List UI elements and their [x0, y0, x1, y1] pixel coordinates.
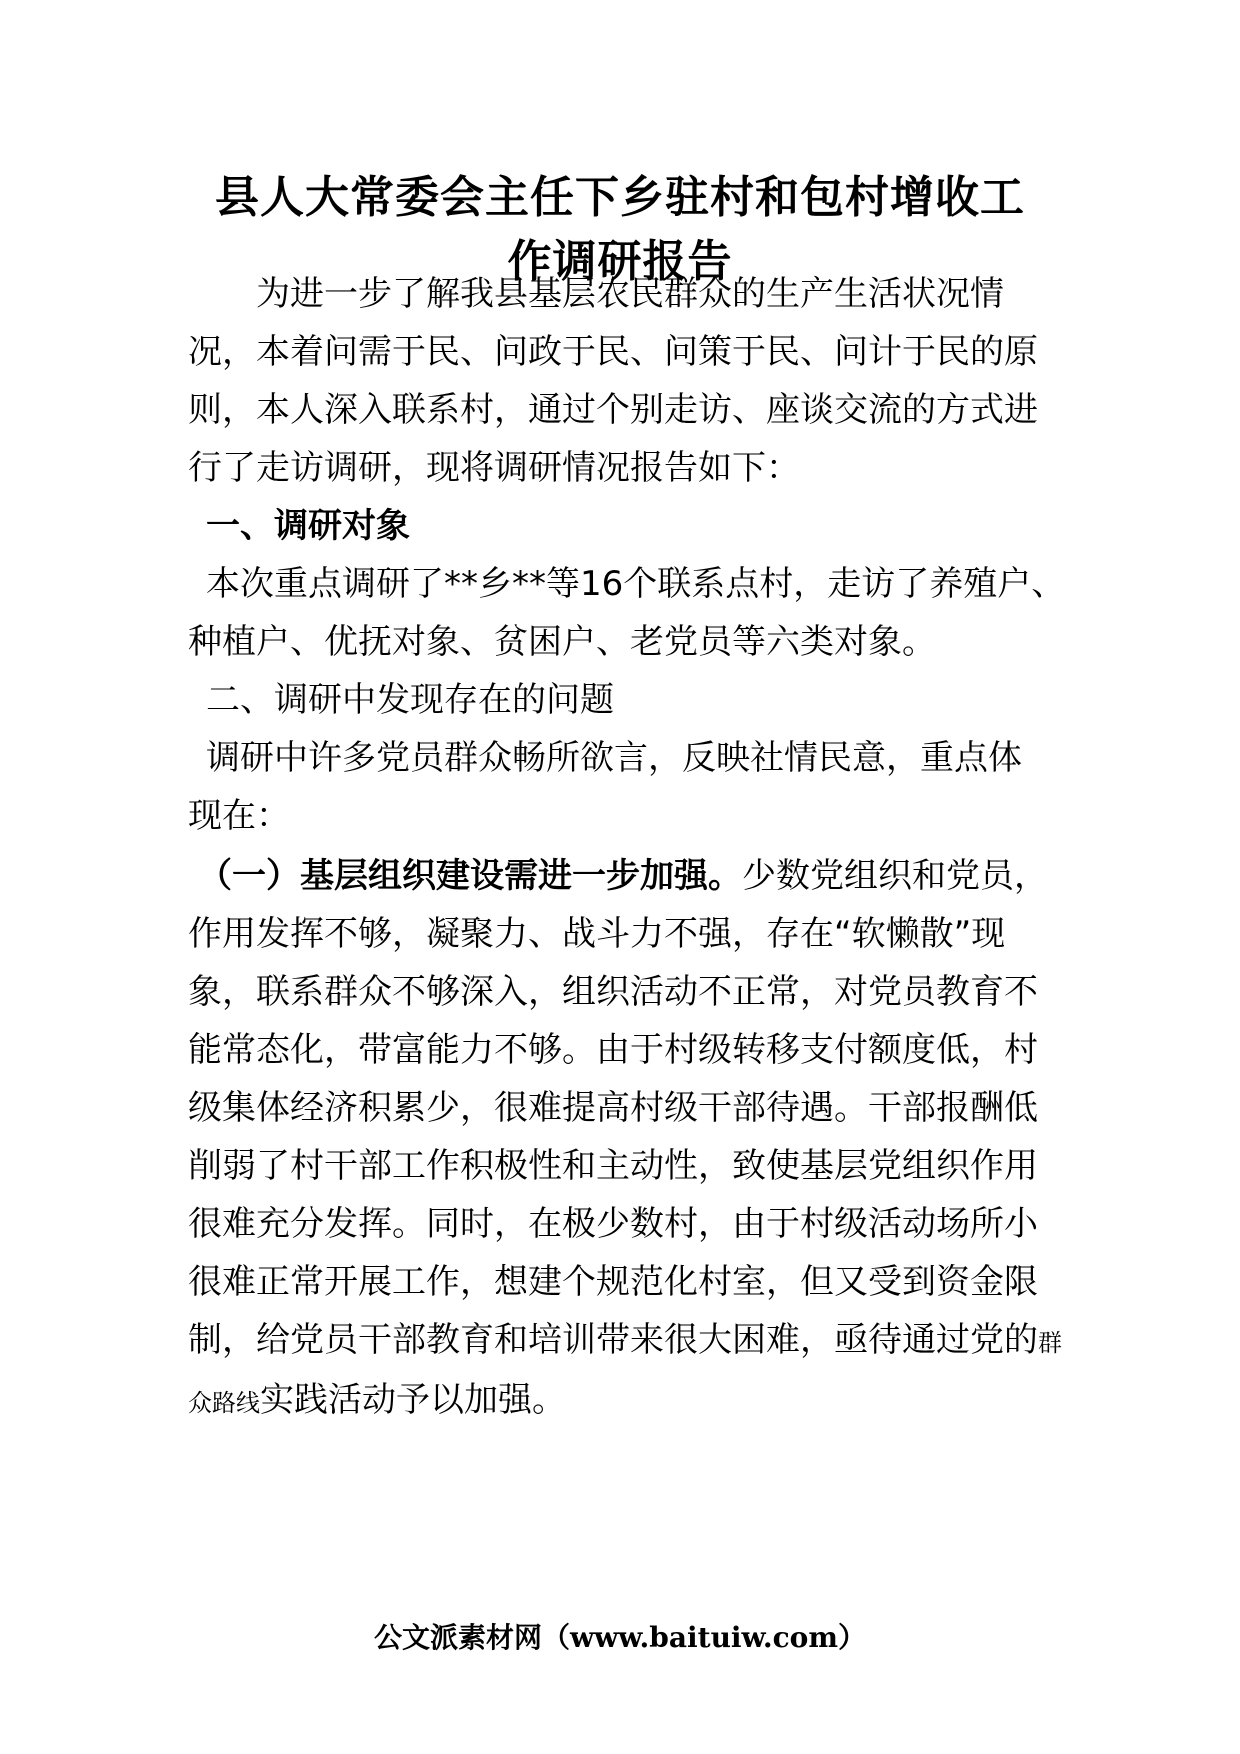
subsection1-line-6: 削弱了村干部工作积极性和主动性，致使基层党组织作用	[188, 1146, 1038, 1186]
subsection1-line1-text: 少数党组织和党员，	[742, 856, 1048, 896]
section1-line-2: 种植户、优抚对象、贫困户、老党员等六类对象。	[188, 622, 936, 662]
section2-line-1: 调研中许多党员群众畅所欲言，反映社情民意，重点体	[206, 738, 1022, 778]
footer-source: 公文派素材网（www.baituiw.com）	[374, 1621, 866, 1654]
subsection1-line9-small: 群	[1038, 1329, 1062, 1357]
subsection1-line-9	[188, 1316, 1062, 1367]
document-title-line2: 作调研报告	[507, 236, 733, 287]
subsection1-line-3: 象，联系群众不够深入，组织活动不正常，对党员教育不	[188, 972, 1038, 1012]
intro-line-4: 行了走访调研，现将调研情况报告如下：	[188, 448, 800, 488]
subsection1-line-7: 很难充分发挥。同时，在极少数村，由于村级活动场所小	[188, 1204, 1038, 1244]
subsection1-line-5: 级集体经济积累少，很难提高村级干部待遇。干部报酬低	[188, 1088, 1038, 1128]
intro-line-3: 则，本人深入联系村，通过个别走访、座谈交流的方式进	[188, 390, 1038, 430]
subsection1-line-1	[198, 852, 1048, 900]
intro-line-2: 况，本着问需于民、问政于民、问策于民、问计于民的原	[188, 332, 1038, 372]
subsection1-line-8: 很难正常开展工作，想建个规范化村室，但又受到资金限	[188, 1262, 1038, 1302]
section2-line-2: 现在：	[188, 796, 290, 836]
intro-line-1: 为进一步了解我县基层农民群众的生产生活状况情	[256, 274, 1004, 314]
subsection1-line-4: 能常态化，带富能力不够。由于村级转移支付额度低，村	[188, 1030, 1038, 1070]
subsection1-heading: （一）基层组织建设需进一步加强。	[198, 856, 742, 896]
subsection1-line-10	[188, 1376, 566, 1427]
section1-line-1: 本次重点调研了**乡**等16个联系点村，走访了养殖户、	[206, 564, 1066, 604]
subsection1-line10-text: 实践活动予以加强。	[260, 1380, 566, 1420]
section-heading-2: 二、调研中发现存在的问题	[206, 680, 614, 720]
subsection1-line-2: 作用发挥不够，凝聚力、战斗力不强，存在“软懒散”现	[188, 914, 1006, 954]
subsection1-line10-small: 众路线	[188, 1389, 260, 1417]
subsection1-line9-text: 制，给党员干部教育和培训带来很大困难，亟待通过党的	[188, 1320, 1038, 1360]
section-heading-1: 一、调研对象	[206, 506, 410, 546]
document-title-line1: 县人大常委会主任下乡驻村和包村增收工	[215, 172, 1025, 223]
